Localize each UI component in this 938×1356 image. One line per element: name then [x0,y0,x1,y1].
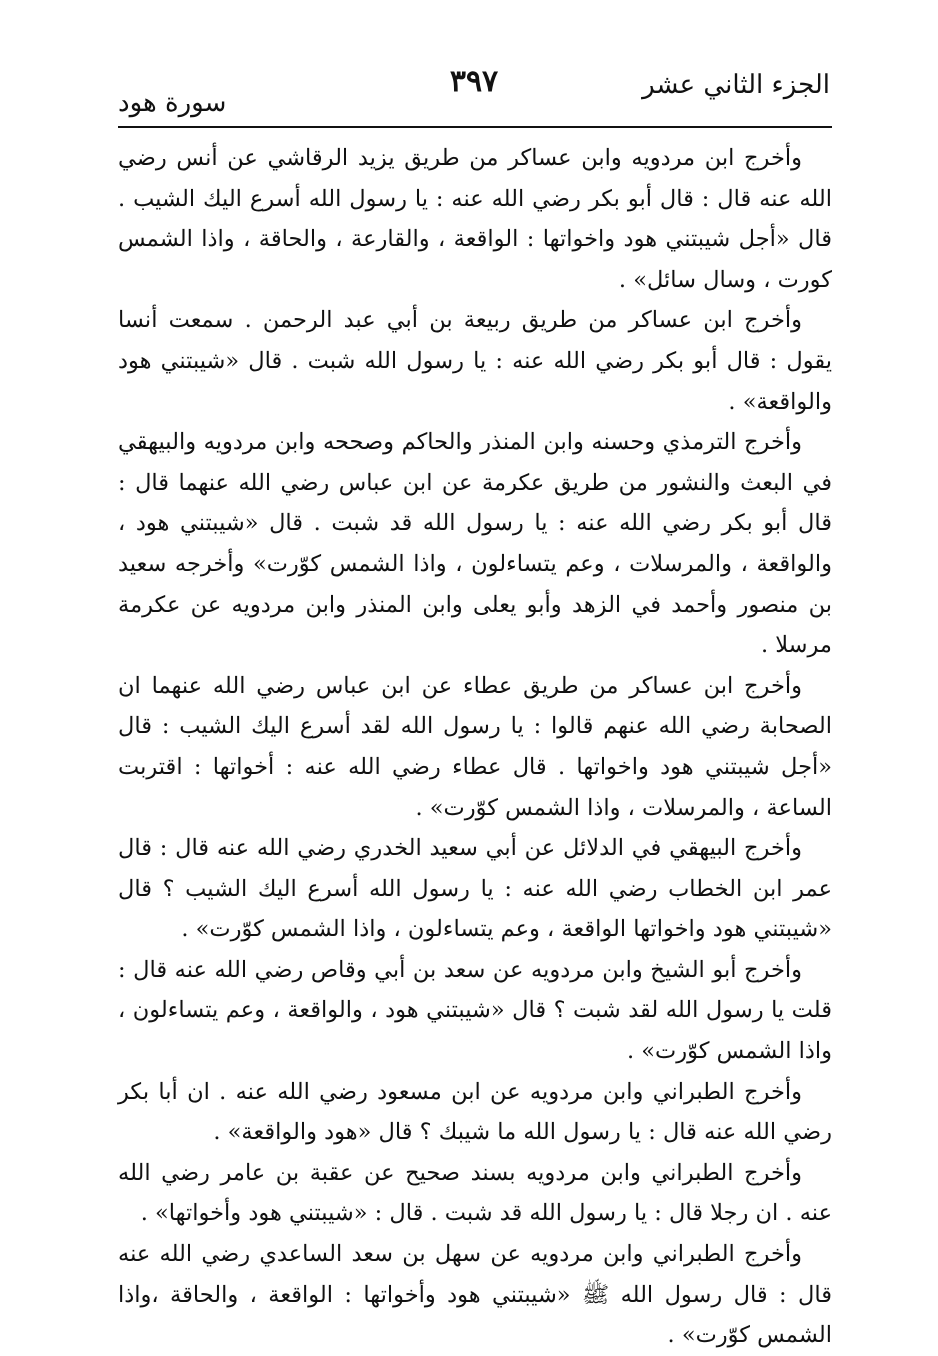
paragraph: وأخرج أبو الشيخ وابن مردويه عن سعد بن أبي وقاص رضي الله عنه قال : قلت يا رسول الله لقد شبت ؟ قال «شيبتني هود ، والواقعة ، وعم يتساءلون ، واذا الشمس كوّرت» . [118,956,832,1065]
part-label: الجزء الثاني عشر [642,70,830,100]
body-text [118,138,832,1356]
paragraph: وأخرج الطبراني وابن مردويه بسند صحيح عن عقبة بن عامر رضي الله عنه . ان رجلا قال : يا رسول الله قد شبت . قال : «شيبتني هود وأخواتها» . [118,1159,832,1227]
paragraph: وأخرج ابن عساكر من طريق عطاء عن ابن عباس رضي الله عنهما ان الصحابة رضي الله عنهم قالوا : يا رسول الله لقد أسرع اليك الشيب : قال «أجل شيبتني هود واخواتها . قال عطاء رضي الله عنه : أخواتها : اقتربت الساعة ، والمرسلات ، واذا الشمس كوّرت» . [118,672,832,821]
paragraph: وأخرج الترمذي وحسنه وابن المنذر والحاكم وصححه وابن مردويه والبيهقي في البعث والنشور من طريق عكرمة عن ابن عباس رضي الله عنهما قال : قال أبو بكر رضي الله عنه : يا رسول الله قد شبت . قال «شيبتني هود ، والواقعة ، والمرسلات ، وعم يتساءلون ، واذا الشمس كوّرت» وأخرجه سعيد بن منصور وأحمد في الزهد وأبو يعلى وابن المنذر وابن مردويه عن عكرمة مرسلا . [118,429,832,659]
paragraph: وأخرج الطبراني وابن مردويه عن ابن مسعود رضي الله عنه . ان أبا بكر رضي الله عنه قال : يا رسول الله ما شيبك ؟ قال «هود والواقعة» . [118,1078,832,1146]
page-header [118,64,830,120]
paragraph: وأخرج ابن عساكر من طريق ربيعة بن أبي عبد الرحمن . سمعت أنسا يقول : قال أبو بكر رضي الله عنه : يا رسول الله شبت . قال «شيبتني هود والواقعة» . [118,307,832,415]
paragraph: وأخرج ابن مردويه وابن عساكر من طريق يزيد الرقاشي عن أنس رضي الله عنه قال : قال أبو بكر رضي الله عنه : يا رسول الله أسرع اليك الشيب . قال «أجل شيبتني هود واخواتها : الواقعة ، والقارعة ، والحاقة ، واذا الشمس كورت ، وسال سائل» . [118,145,832,293]
paragraph: وأخرج البيهقي في الدلائل عن أبي سعيد الخدري رضي الله عنه قال : قال عمر ابن الخطاب رضي الله عنه : يا رسول الله أسرع اليك الشيب ؟ قال «شيبتني هود واخواتها الواقعة ، وعم يتساءلون ، واذا الشمس كوّرت» . [118,835,832,943]
surah-label: سورة هود [118,88,227,118]
header-rule [118,126,832,128]
page-number: ٣٩٧ [449,64,499,99]
paragraph: وأخرج الطبراني وابن مردويه عن سهل بن سعد الساعدي رضي الله عنه قال : قال رسول الله ﷺ «شيبتني هود وأخواتها : الواقعة ، والحاقة ،واذا الشمس كوّرت» . [118,1241,832,1349]
